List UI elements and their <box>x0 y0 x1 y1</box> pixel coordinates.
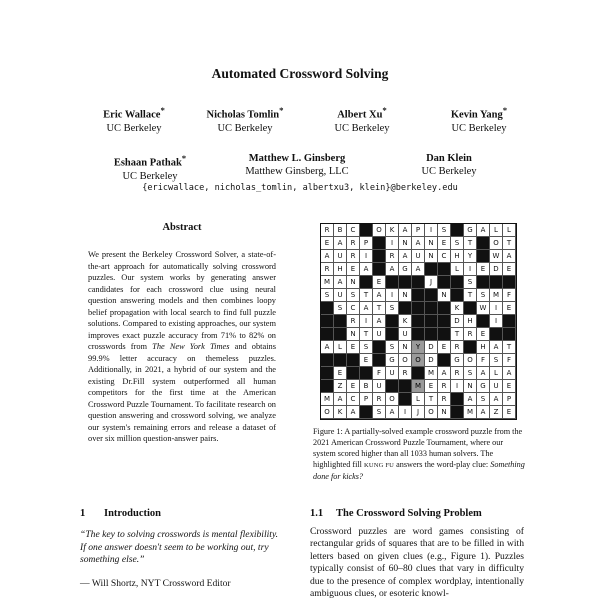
crossword-black-cell <box>490 328 503 341</box>
crossword-cell: E <box>334 367 347 380</box>
crossword-black-cell <box>425 328 438 341</box>
crossword-cell: Z <box>490 406 503 419</box>
crossword-cell: K <box>399 315 412 328</box>
crossword-cell: U <box>373 380 386 393</box>
author-6 <box>232 152 362 178</box>
crossword-black-cell <box>412 328 425 341</box>
author-affiliation: UC Berkeley <box>106 122 162 134</box>
crossword-cell: R <box>347 315 360 328</box>
crossword-cell: R <box>399 367 412 380</box>
section-heading: 1 Introduction <box>80 508 161 519</box>
crossword-cell: M <box>321 276 334 289</box>
crossword-black-cell <box>490 276 503 289</box>
abstract-heading: Abstract <box>162 222 202 233</box>
crossword-cell: A <box>334 393 347 406</box>
crossword-cell: S <box>464 367 477 380</box>
crossword-black-cell <box>503 315 516 328</box>
crossword-cell: P <box>360 393 373 406</box>
crossword-black-cell <box>438 263 451 276</box>
crossword-cell: R <box>451 341 464 354</box>
crossword-cell: A <box>360 302 373 315</box>
crossword-cell: E <box>503 302 516 315</box>
crossword-cell: D <box>425 341 438 354</box>
crossword-cell: A <box>347 406 360 419</box>
crossword-black-cell <box>373 250 386 263</box>
crossword-black-cell <box>360 224 373 237</box>
crossword-cell: A <box>490 341 503 354</box>
crossword-cell: L <box>412 393 425 406</box>
crossword-cell: M <box>412 380 425 393</box>
crossword-cell: F <box>503 354 516 367</box>
crossword-cell: R <box>438 393 451 406</box>
crossword-black-cell <box>321 367 334 380</box>
crossword-cell: U <box>334 289 347 302</box>
crossword-black-cell <box>425 263 438 276</box>
crossword-black-cell <box>321 328 334 341</box>
crossword-cell: S <box>334 302 347 315</box>
author-name: Eshaan Pathak* <box>113 153 187 169</box>
author-4 <box>434 104 524 135</box>
crossword-cell: A <box>334 276 347 289</box>
crossword-cell: S <box>373 406 386 419</box>
crossword-cell: I <box>360 315 373 328</box>
crossword-cell: E <box>373 276 386 289</box>
crossword-cell: T <box>425 393 438 406</box>
crossword-cell: I <box>490 302 503 315</box>
crossword-cell: A <box>503 367 516 380</box>
crossword-cell: M <box>490 289 503 302</box>
crossword-cell: L <box>490 224 503 237</box>
author-name: Dan Klein <box>426 153 472 164</box>
crossword-black-cell <box>373 354 386 367</box>
crossword-cell: Y <box>464 250 477 263</box>
crossword-black-cell <box>425 302 438 315</box>
crossword-cell: R <box>451 367 464 380</box>
crossword-cell: T <box>451 328 464 341</box>
crossword-cell: E <box>477 328 490 341</box>
crossword-cell: E <box>477 263 490 276</box>
crossword-cell: A <box>399 224 412 237</box>
crossword-black-cell <box>412 276 425 289</box>
crossword-cell: I <box>360 250 373 263</box>
crossword-cell: O <box>386 393 399 406</box>
crossword-cell: R <box>438 380 451 393</box>
author-name: Kevin Yang* <box>450 105 508 121</box>
author-2 <box>190 104 300 135</box>
crossword-cell: N <box>399 341 412 354</box>
crossword-cell: S <box>386 341 399 354</box>
crossword-cell: G <box>477 380 490 393</box>
crossword-cell: N <box>347 328 360 341</box>
crossword-grid <box>320 223 517 420</box>
crossword-cell: I <box>451 380 464 393</box>
crossword-cell: A <box>373 315 386 328</box>
crossword-cell: I <box>386 289 399 302</box>
crossword-black-cell <box>334 315 347 328</box>
crossword-black-cell <box>451 224 464 237</box>
crossword-cell: W <box>477 302 490 315</box>
crossword-cell: G <box>464 224 477 237</box>
crossword-black-cell <box>334 328 347 341</box>
crossword-cell: H <box>464 315 477 328</box>
crossword-black-cell <box>477 250 490 263</box>
crossword-cell: E <box>347 341 360 354</box>
crossword-cell: R <box>347 250 360 263</box>
crossword-black-cell <box>451 276 464 289</box>
crossword-cell: J <box>412 406 425 419</box>
crossword-black-cell <box>451 289 464 302</box>
crossword-cell: O <box>399 354 412 367</box>
crossword-cell: A <box>438 367 451 380</box>
crossword-cell: L <box>490 367 503 380</box>
crossword-cell: I <box>464 263 477 276</box>
crossword-cell: A <box>477 367 490 380</box>
crossword-black-cell <box>438 328 451 341</box>
crossword-cell: G <box>451 354 464 367</box>
crossword-black-cell <box>373 263 386 276</box>
crossword-cell: U <box>490 380 503 393</box>
crossword-cell: H <box>477 341 490 354</box>
crossword-cell: T <box>503 237 516 250</box>
crossword-cell: G <box>399 263 412 276</box>
crossword-cell: E <box>347 380 360 393</box>
crossword-cell: S <box>490 354 503 367</box>
crossword-black-cell <box>477 315 490 328</box>
crossword-cell: R <box>386 250 399 263</box>
crossword-cell: P <box>360 237 373 250</box>
crossword-cell: H <box>451 250 464 263</box>
crossword-cell: Y <box>412 341 425 354</box>
crossword-cell: O <box>425 406 438 419</box>
crossword-black-cell <box>438 315 451 328</box>
crossword-cell: B <box>360 380 373 393</box>
crossword-cell: A <box>321 341 334 354</box>
crossword-cell: A <box>412 237 425 250</box>
crossword-cell: O <box>373 224 386 237</box>
subsection-body: Crossword puzzles are word games consisting of rectangular grids of squares that are to be filled in with letters based on given clues (e.g., Figure 1). Puzzles typically consist of 60–80 clues that vary in difficulty due to the presence of complex wordplay, intentionally ambiguous clues, or esoteric knowl- <box>310 526 524 600</box>
crossword-cell: S <box>477 393 490 406</box>
crossword-cell: R <box>347 237 360 250</box>
crossword-black-cell <box>386 276 399 289</box>
crossword-black-cell <box>477 276 490 289</box>
crossword-cell: E <box>438 341 451 354</box>
author-emails: {ericwallace, nicholas_tomlin, albertxu3, klein}@berkeley.edu <box>142 183 458 193</box>
crossword-black-cell <box>373 237 386 250</box>
crossword-cell: N <box>347 276 360 289</box>
crossword-cell: T <box>360 289 373 302</box>
crossword-black-cell <box>360 367 373 380</box>
crossword-black-cell <box>438 354 451 367</box>
crossword-cell: C <box>347 302 360 315</box>
crossword-black-cell <box>438 302 451 315</box>
crossword-cell: K <box>386 224 399 237</box>
crossword-cell: E <box>425 380 438 393</box>
author-affiliation: UC Berkeley <box>122 170 178 182</box>
crossword-cell: F <box>477 354 490 367</box>
crossword-black-cell <box>360 276 373 289</box>
crossword-cell: I <box>386 237 399 250</box>
crossword-cell: R <box>464 328 477 341</box>
author-5 <box>100 152 200 183</box>
figure-caption: Figure 1: A partially-solved example crossword puzzle from the 2021 American Crossword Puzzle Tournament, where our system scored higher than all 1033 human solvers. The highlighted fill KUNG FU answers the word-play clue: Something done for kicks? <box>313 427 525 481</box>
crossword-cell: O <box>412 354 425 367</box>
crossword-cell: W <box>490 250 503 263</box>
crossword-cell: D <box>425 354 438 367</box>
author-name: Matthew L. Ginsberg <box>248 153 346 164</box>
crossword-black-cell <box>386 328 399 341</box>
crossword-cell: H <box>334 263 347 276</box>
crossword-cell: N <box>399 289 412 302</box>
crossword-cell: S <box>347 289 360 302</box>
crossword-cell: R <box>321 224 334 237</box>
crossword-cell: S <box>386 302 399 315</box>
crossword-black-cell <box>503 328 516 341</box>
crossword-cell: B <box>334 224 347 237</box>
crossword-black-cell <box>412 289 425 302</box>
crossword-cell: U <box>399 328 412 341</box>
crossword-cell: T <box>464 289 477 302</box>
crossword-cell: T <box>373 302 386 315</box>
crossword-black-cell <box>347 354 360 367</box>
crossword-black-cell <box>503 276 516 289</box>
author-affiliation: UC Berkeley <box>421 166 477 177</box>
crossword-cell: S <box>477 289 490 302</box>
crossword-black-cell <box>412 302 425 315</box>
crossword-black-cell <box>347 367 360 380</box>
crossword-black-cell <box>412 315 425 328</box>
author-name: Nicholas Tomlin* <box>206 105 284 121</box>
crossword-cell: N <box>425 237 438 250</box>
crossword-cell: L <box>334 341 347 354</box>
crossword-cell: N <box>438 406 451 419</box>
crossword-black-cell <box>451 406 464 419</box>
crossword-cell: I <box>399 406 412 419</box>
crossword-cell: D <box>490 263 503 276</box>
crossword-cell: E <box>347 263 360 276</box>
crossword-cell: A <box>321 250 334 263</box>
crossword-cell: S <box>360 341 373 354</box>
crossword-cell: A <box>386 406 399 419</box>
crossword-black-cell <box>386 315 399 328</box>
author-1 <box>84 104 184 135</box>
crossword-black-cell <box>386 380 399 393</box>
author-7 <box>404 152 494 178</box>
crossword-cell: A <box>464 393 477 406</box>
crossword-cell: P <box>503 393 516 406</box>
crossword-cell: A <box>373 289 386 302</box>
crossword-cell: N <box>425 250 438 263</box>
crossword-cell: O <box>490 237 503 250</box>
crossword-black-cell <box>464 302 477 315</box>
author-affiliation: UC Berkeley <box>334 122 390 134</box>
author-name: Albert Xu* <box>337 105 387 121</box>
crossword-cell: F <box>373 367 386 380</box>
crossword-cell: A <box>477 224 490 237</box>
crossword-cell: L <box>503 224 516 237</box>
crossword-black-cell <box>321 354 334 367</box>
crossword-cell: A <box>360 263 373 276</box>
crossword-cell: S <box>321 289 334 302</box>
crossword-black-cell <box>412 367 425 380</box>
crossword-cell: C <box>438 250 451 263</box>
crossword-cell: O <box>464 354 477 367</box>
crossword-cell: A <box>477 406 490 419</box>
crossword-cell: S <box>451 237 464 250</box>
crossword-black-cell <box>399 302 412 315</box>
subsection-heading: 1.1 The Crossword Solving Problem <box>310 508 482 519</box>
crossword-cell: N <box>438 289 451 302</box>
author-3 <box>317 104 407 135</box>
paper-title: Automated Crossword Solving <box>211 66 389 81</box>
author-affiliation: UC Berkeley <box>217 122 273 134</box>
crossword-cell: M <box>321 393 334 406</box>
crossword-cell: E <box>360 354 373 367</box>
crossword-cell: G <box>386 354 399 367</box>
crossword-cell: L <box>451 263 464 276</box>
crossword-cell: I <box>490 315 503 328</box>
crossword-black-cell <box>477 237 490 250</box>
crossword-cell: T <box>464 237 477 250</box>
crossword-cell: K <box>451 302 464 315</box>
crossword-black-cell <box>399 276 412 289</box>
crossword-cell: M <box>425 367 438 380</box>
crossword-cell: A <box>490 393 503 406</box>
crossword-cell: C <box>347 393 360 406</box>
crossword-cell: R <box>373 393 386 406</box>
crossword-cell: S <box>438 224 451 237</box>
crossword-black-cell <box>464 341 477 354</box>
crossword-cell: N <box>464 380 477 393</box>
crossword-cell: P <box>412 224 425 237</box>
crossword-cell: N <box>399 237 412 250</box>
crossword-black-cell <box>321 302 334 315</box>
crossword-cell: E <box>321 237 334 250</box>
crossword-cell: F <box>503 289 516 302</box>
crossword-cell: T <box>360 328 373 341</box>
crossword-black-cell <box>334 354 347 367</box>
crossword-cell: T <box>503 341 516 354</box>
crossword-black-cell <box>373 341 386 354</box>
crossword-cell: Z <box>334 380 347 393</box>
epigraph-quote: “The key to solving crosswords is mental flexibility. If one answer doesn't seem to be working out, try something else.” <box>80 529 279 565</box>
crossword-cell: E <box>503 380 516 393</box>
crossword-cell: K <box>334 406 347 419</box>
abstract-body: We present the Berkeley Crossword Solver, a state-of-the-art approach for automatically solving crossword puzzles. Our system works by generating answer candidates for each crossword clue using neural question answering models and then combines loopy belief propagation with local search to find full puzzle solutions. Compared to existing approaches, our system improves exact puzzle accuracy from 71% to 82% on crosswords from The New York Times and obtains 99.9% letter accuracy on themeless puzzles. Additionally, in 2021, a hybrid of our system and the existing Dr.Fill system outperformed all human competitors for the first time at the American Crossword Puzzle Tournament. To facilitate research on question answering and crossword solving, we analyze our system's remaining errors and release a dataset of over six million question-answer pairs. <box>88 250 276 443</box>
crossword-cell: E <box>503 406 516 419</box>
crossword-black-cell <box>399 393 412 406</box>
crossword-cell: R <box>321 263 334 276</box>
crossword-cell: U <box>386 367 399 380</box>
author-affiliation: Matthew Ginsberg, LLC <box>245 166 349 177</box>
crossword-cell: U <box>334 250 347 263</box>
crossword-black-cell <box>425 315 438 328</box>
crossword-cell: A <box>412 263 425 276</box>
crossword-black-cell <box>425 289 438 302</box>
crossword-black-cell <box>321 315 334 328</box>
crossword-black-cell <box>321 380 334 393</box>
epigraph-attribution: — Will Shortz, NYT Crossword Editor <box>80 578 231 589</box>
crossword-black-cell <box>451 393 464 406</box>
crossword-black-cell <box>360 406 373 419</box>
crossword-cell: J <box>425 276 438 289</box>
crossword-cell: I <box>425 224 438 237</box>
crossword-black-cell <box>399 380 412 393</box>
crossword-cell: A <box>399 250 412 263</box>
crossword-cell: O <box>321 406 334 419</box>
author-name: Eric Wallace* <box>103 105 165 121</box>
crossword-black-cell <box>438 276 451 289</box>
crossword-cell: D <box>451 315 464 328</box>
crossword-cell: E <box>438 237 451 250</box>
crossword-cell: U <box>412 250 425 263</box>
crossword-cell: A <box>334 237 347 250</box>
crossword-cell: E <box>503 263 516 276</box>
crossword-cell: S <box>464 276 477 289</box>
author-affiliation: UC Berkeley <box>451 122 507 134</box>
crossword-cell: A <box>386 263 399 276</box>
crossword-cell: M <box>464 406 477 419</box>
crossword-cell: C <box>347 224 360 237</box>
crossword-cell: U <box>373 328 386 341</box>
crossword-cell: A <box>503 250 516 263</box>
